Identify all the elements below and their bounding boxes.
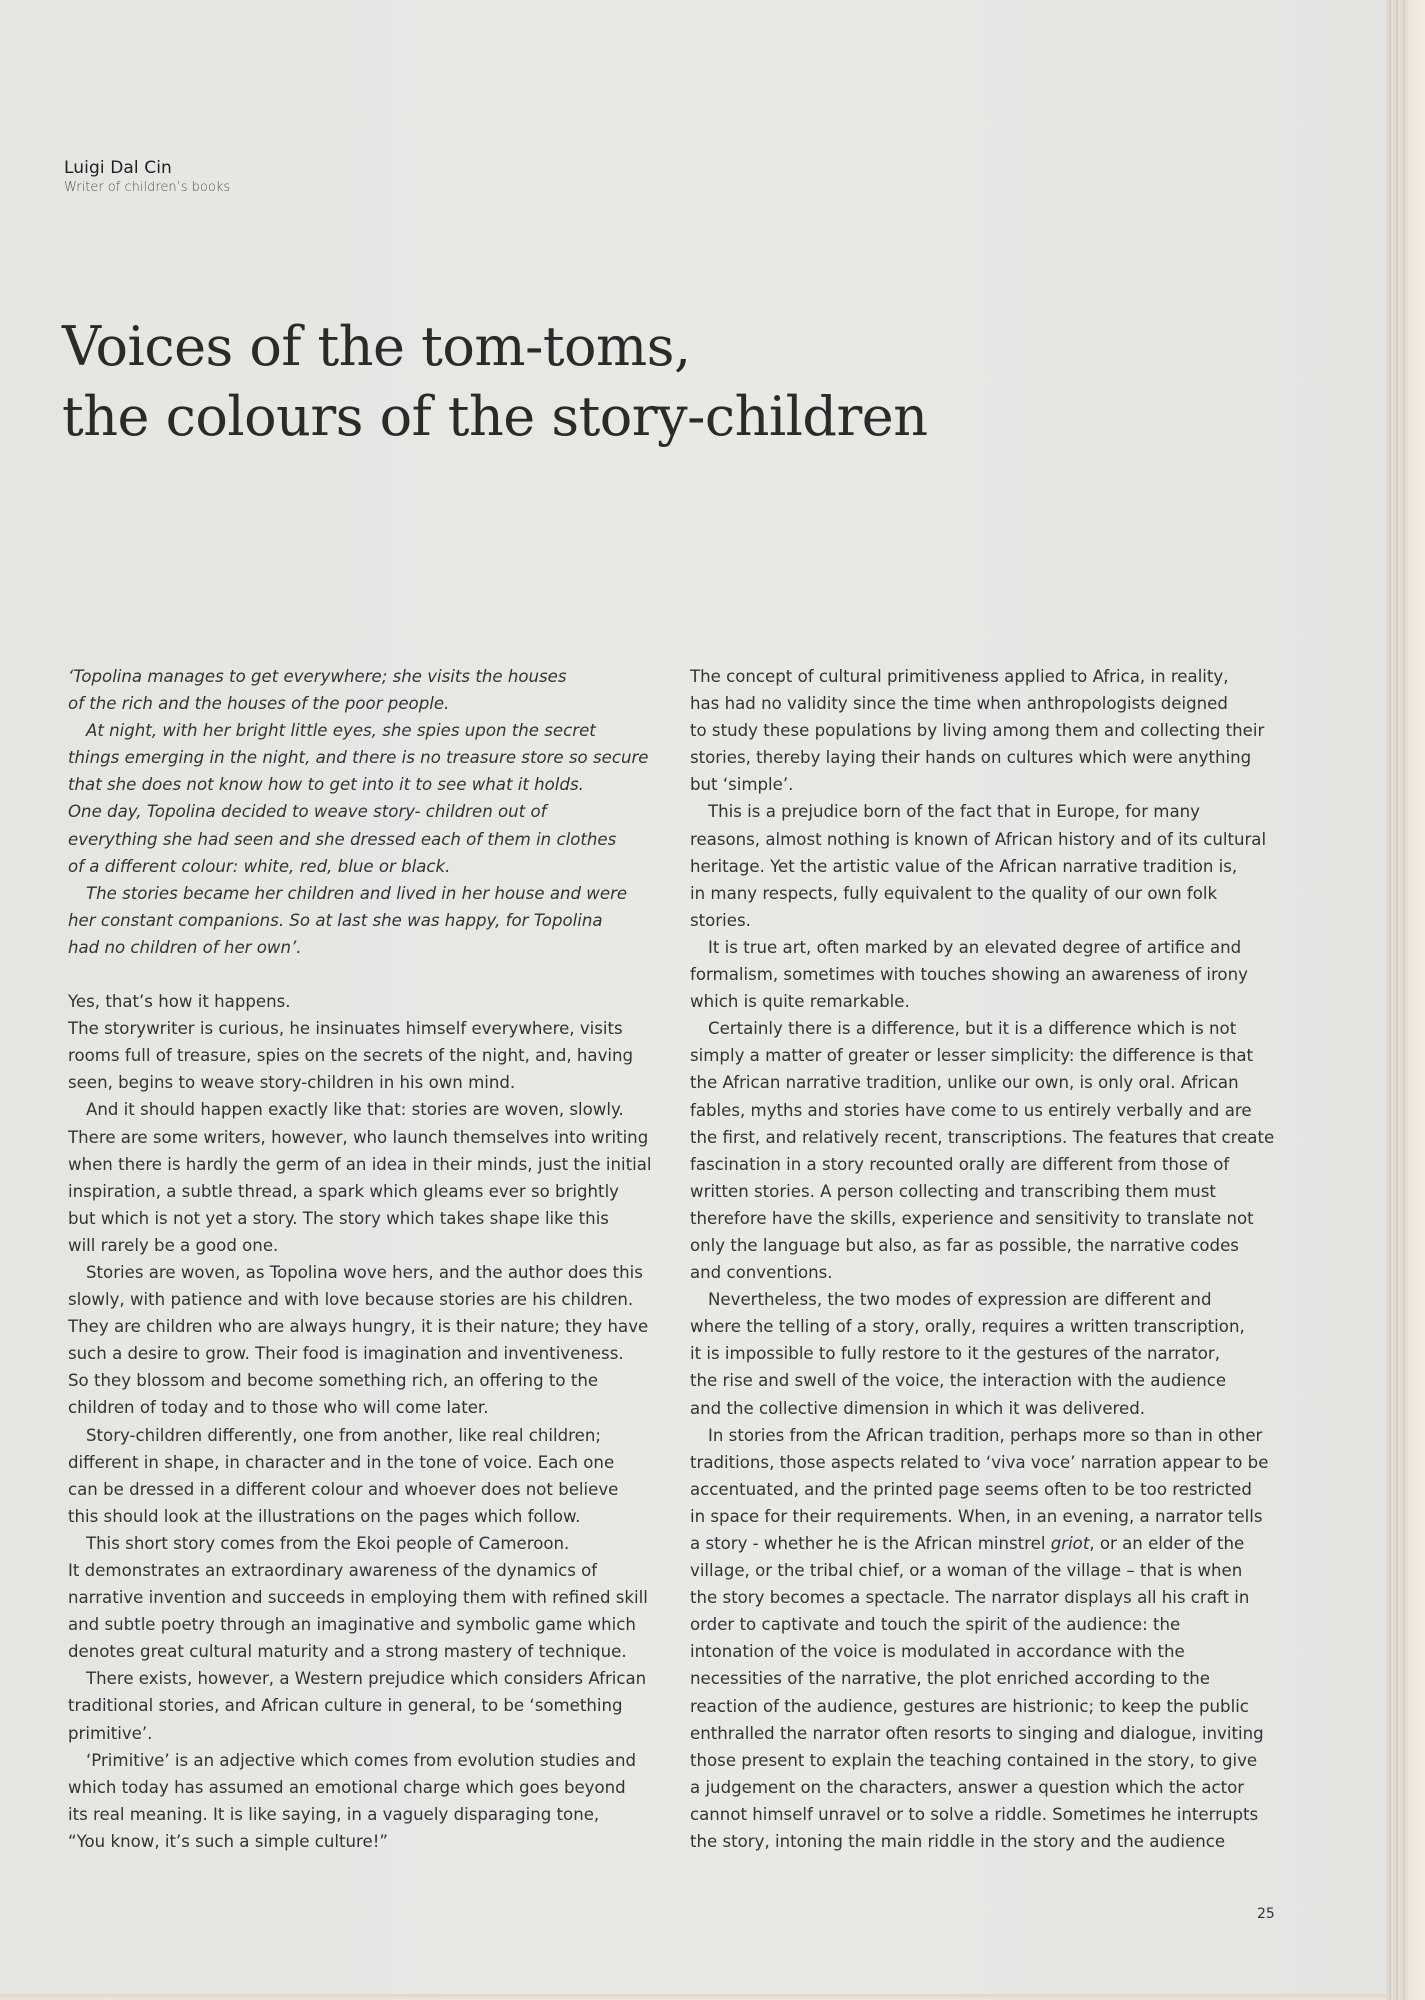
text-line: In stories from the African tradition, perhaps more so than in other xyxy=(708,1425,1263,1445)
text-line: a story - whether he is the African minstrel griot, or an elder of the xyxy=(690,1534,1245,1553)
left-column xyxy=(68,663,668,1855)
text-line: Nevertheless, the two modes of expression are different and xyxy=(708,1290,1212,1310)
right-body-text xyxy=(690,663,1280,1855)
text-line: rooms full of treasure, spies on the secrets of the night, and, having xyxy=(68,1046,634,1066)
text-line: different in shape, in character and in the tone of voice. Each one xyxy=(68,1452,615,1472)
text-line: denotes great cultural maturity and a strong mastery of technique. xyxy=(68,1642,627,1662)
text-line: traditions, those aspects related to ‘viva voce’ narration appear to be xyxy=(690,1452,1269,1472)
text-line: village, or the tribal chief, or a woman of the village – that is when xyxy=(690,1561,1243,1581)
text-line: “You know, it’s such a simple culture!” xyxy=(68,1831,388,1851)
text-line: the rise and swell of the voice, the interaction with the audience xyxy=(690,1371,1227,1391)
text-line: a judgement on the characters, answer a question which the actor xyxy=(690,1777,1245,1797)
text-line: can be dressed in a different colour and whoever does not believe xyxy=(68,1479,619,1499)
text-line: At night, with her bright little eyes, she spies upon the secret xyxy=(86,721,596,741)
text-line: enthralled the narrator often resorts to singing and dialogue, inviting xyxy=(690,1723,1264,1743)
text-line: the African narrative tradition, unlike our own, is only oral. African xyxy=(690,1073,1239,1093)
article-title xyxy=(62,312,928,452)
text-line: written stories. A person collecting and transcribing them must xyxy=(690,1181,1216,1201)
text-line: Stories are woven, as Topolina wove hers, and the author does this xyxy=(86,1262,643,1282)
text-line: One day, Topolina decided to weave story- children out of xyxy=(68,802,547,822)
text-line: which today has assumed an emotional charge which goes beyond xyxy=(68,1777,626,1797)
text-line: and subtle poetry through an imaginative and symbolic game which xyxy=(68,1615,636,1635)
text-line: There are some writers, however, who launch themselves into writing xyxy=(68,1127,649,1147)
text-line: the first, and relatively recent, transcriptions. The features that create xyxy=(690,1127,1275,1147)
text-line: And it should happen exactly like that: stories are woven, slowly. xyxy=(86,1100,624,1120)
text-line: narrative invention and succeeds in employing them with refined skill xyxy=(68,1588,648,1608)
text-line: in space for their requirements. When, in an evening, a narrator tells xyxy=(690,1506,1263,1526)
page-number: 25 xyxy=(1257,1906,1275,1922)
author-name: Luigi Dal Cin xyxy=(64,158,172,178)
text-line: had no children of her own’. xyxy=(68,937,302,957)
left-body-text xyxy=(68,988,668,1855)
text-line: its real meaning. It is like saying, in a vaguely disparaging tone, xyxy=(68,1804,600,1824)
italic-term: griot xyxy=(1050,1534,1090,1553)
text-line: those present to explain the teaching contained in the story, to give xyxy=(690,1750,1258,1770)
text-line: fascination in a story recounted orally are different from those of xyxy=(690,1154,1230,1174)
text-line: traditional stories, and African culture in general, to be ‘something xyxy=(68,1696,623,1716)
text-line: that she does not know how to get into it to see what it holds. xyxy=(68,775,584,795)
text-line: primitive’. xyxy=(68,1723,153,1743)
text-line: necessities of the narrative, the plot enriched according to the xyxy=(690,1669,1211,1689)
text-line: such a desire to grow. Their food is imagination and inventiveness. xyxy=(68,1344,624,1364)
text-line: in many respects, fully equivalent to the quality of our own folk xyxy=(690,883,1218,903)
text-line: The stories became her children and lived in her house and were xyxy=(86,883,628,903)
text-line: cannot himself unravel or to solve a riddle. Sometimes he interrupts xyxy=(690,1804,1259,1824)
right-column xyxy=(690,663,1280,1855)
text-line: and conventions. xyxy=(690,1263,833,1283)
text-line: but which is not yet a story. The story which takes shape like this xyxy=(68,1208,609,1228)
text-line: heritage. Yet the artistic value of the African narrative tradition is, xyxy=(690,856,1238,876)
text-line: So they blossom and become something rich, an offering to the xyxy=(68,1371,599,1391)
text-line: therefore have the skills, experience and sensitivity to translate not xyxy=(690,1208,1254,1228)
text-line: inspiration, a subtle thread, a spark which gleams ever so brightly xyxy=(68,1181,619,1201)
text-line: formalism, sometimes with touches showing an awareness of irony xyxy=(690,965,1248,985)
text-line: and the collective dimension in which it was delivered. xyxy=(690,1398,1146,1418)
text-line: intonation of the voice is modulated in accordance with the xyxy=(690,1642,1185,1662)
text-line: when there is hardly the germ of an idea in their minds, just the initial xyxy=(68,1154,652,1174)
text-line: slowly, with patience and with love because stories are his children. xyxy=(68,1290,634,1310)
text-line: has had no validity since the time when anthropologists deigned xyxy=(690,694,1228,714)
epigraph xyxy=(68,663,668,961)
page-bottom-edge xyxy=(0,1994,1386,2000)
text-line: They are children who are always hungry, it is their nature; they have xyxy=(68,1317,649,1337)
text-line: The storywriter is curious, he insinuates himself everywhere, visits xyxy=(68,1019,623,1039)
title-line-2: the colours of the story-children xyxy=(62,385,928,448)
text-line: ‘Primitive’ is an adjective which comes from evolution studies and xyxy=(86,1750,637,1770)
text-line: accentuated, and the printed page seems often to be too restricted xyxy=(690,1479,1252,1499)
text-line: things emerging in the night, and there is no treasure store so secure xyxy=(68,748,649,768)
text-line: This short story comes from the Ekoi people of Cameroon. xyxy=(86,1533,570,1553)
text-line: simply a matter of greater or lesser simplicity: the difference is that xyxy=(690,1046,1254,1066)
text-line: where the telling of a story, orally, requires a written transcription, xyxy=(690,1317,1245,1337)
page-edges xyxy=(1386,0,1425,2000)
text-line: fables, myths and stories have come to us entirely verbally and are xyxy=(690,1100,1252,1120)
text-line: reaction of the audience, gestures are histrionic; to keep the public xyxy=(690,1696,1249,1716)
text-line: which is quite remarkable. xyxy=(690,992,910,1012)
text-line: Yes, that’s how it happens. xyxy=(68,992,291,1012)
paragraph-gap xyxy=(68,961,668,988)
text-line: The concept of cultural primitiveness applied to Africa, in reality, xyxy=(690,667,1229,686)
text-line: It is true art, often marked by an elevated degree of artifice and xyxy=(708,937,1242,957)
text-line: It demonstrates an extraordinary awareness of the dynamics of xyxy=(68,1561,598,1580)
text-line: of the rich and the houses of the poor people. xyxy=(68,694,450,714)
text-line: everything she had seen and she dressed each of them in clothes xyxy=(68,829,617,849)
author-role: Writer of children’s books xyxy=(64,180,231,195)
text-line: but ‘simple’. xyxy=(690,775,794,795)
text-line: it is impossible to fully restore to it the gestures of the narrator, xyxy=(690,1344,1220,1364)
text-line: her constant companions. So at last she was happy, for Topolina xyxy=(68,910,603,930)
text-line: this should look at the illustrations on the pages which follow. xyxy=(68,1506,581,1526)
text-line: will rarely be a good one. xyxy=(68,1235,279,1255)
text-line: only the language but also, as far as possible, the narrative codes xyxy=(690,1235,1239,1255)
text-line: of a different colour: white, red, blue or black. xyxy=(68,856,451,876)
author-block xyxy=(64,157,230,197)
text-line: the story, intoning the main riddle in the story and the audience xyxy=(690,1832,1226,1852)
text-line: This is a prejudice born of the fact that in Europe, for many xyxy=(708,802,1200,822)
text-line: Certainly there is a difference, but it is a difference which is not xyxy=(708,1019,1237,1039)
text-line: There exists, however, a Western prejudice which considers African xyxy=(86,1669,647,1689)
text-line: stories, thereby laying their hands on cultures which were anything xyxy=(690,748,1252,768)
text-line: seen, begins to weave story-children in his own mind. xyxy=(68,1073,516,1093)
text-line: the story becomes a spectacle. The narrator displays all his craft in xyxy=(690,1588,1250,1608)
text-line: children of today and to those who will come later. xyxy=(68,1398,489,1418)
text-line: to study these populations by living among them and collecting their xyxy=(690,721,1265,741)
title-line-1: Voices of the tom-toms, xyxy=(62,315,691,378)
text-line: ‘Topolina manages to get everywhere; she visits the houses xyxy=(68,667,567,686)
text-line: stories. xyxy=(690,910,751,930)
text-line: reasons, almost nothing is known of African history and of its cultural xyxy=(690,829,1267,849)
text-line: order to captivate and touch the spirit of the audience: the xyxy=(690,1615,1181,1635)
text-line: Story-children differently, one from another, like real children; xyxy=(86,1425,601,1445)
